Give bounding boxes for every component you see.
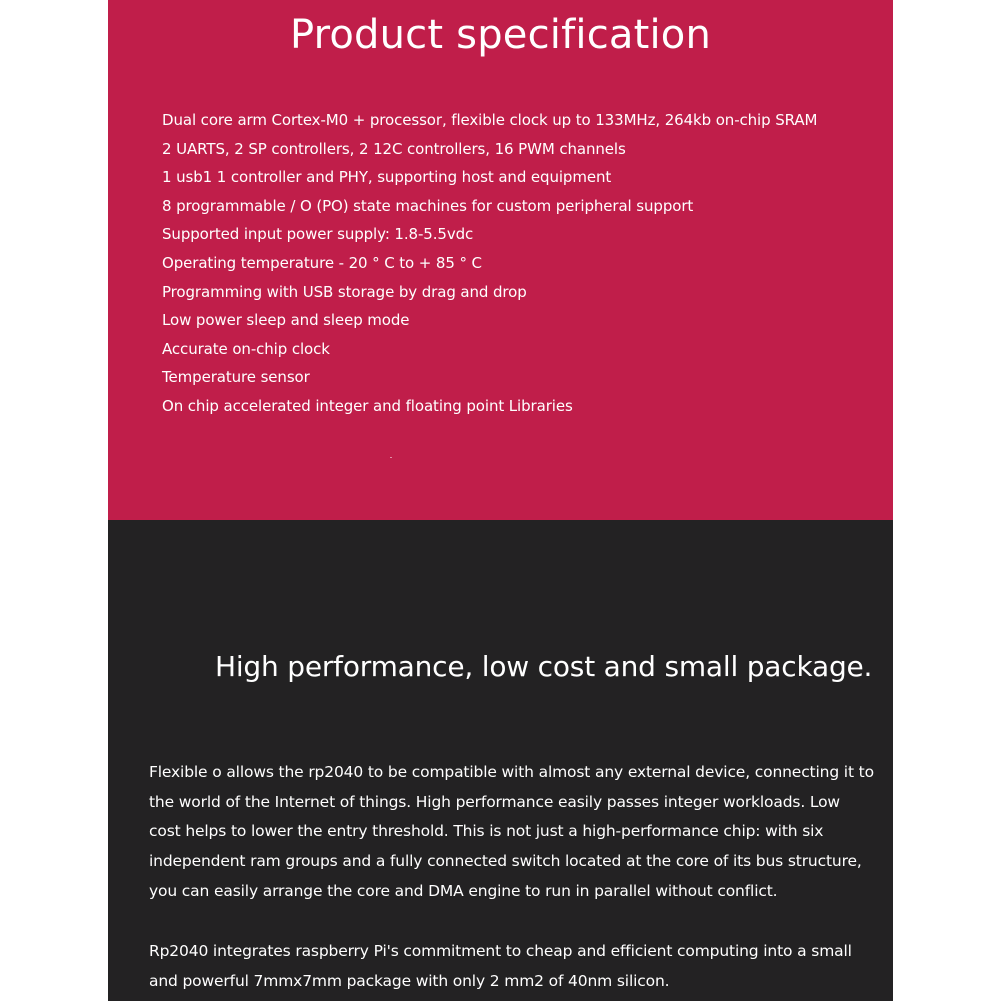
spec-item: Programming with USB storage by drag and drop — [162, 282, 527, 301]
spec-item: Accurate on-chip clock — [162, 339, 330, 358]
spec-item: Dual core arm Cortex-M0 + processor, flexible clock up to 133MHz, 264kb on-chip SRAM — [162, 111, 818, 129]
spec-title: Product specification — [289, 12, 712, 58]
spec-list — [162, 106, 817, 421]
spec-item: Operating temperature - 20 ° C to + 85 ° C — [162, 253, 482, 272]
spec-item: 1 usb1 1 controller and PHY, supporting host and equipment — [162, 168, 612, 187]
performance-panel — [108, 520, 893, 1001]
spec-item: On chip accelerated integer and floating point Libraries — [162, 396, 573, 415]
spec-item: Temperature sensor — [162, 368, 310, 387]
spec-item: Low power sleep and sleep mode — [162, 311, 410, 330]
decorative-dot — [390, 457, 392, 458]
performance-paragraph: Rp2040 integrates raspberry Pi's commitment to cheap and efficient computing into a small and powerful 7mmx7mm package with only 2 mm2 of 40nm silicon. — [149, 942, 852, 990]
performance-paragraph: Flexible o allows the rp2040 to be compatible with almost any external device, connecting it to the world of the Internet of things. High performance easily passes integer workloads. Low cost helps to lower the entry threshold. This is not just a high-performance chip: with six independent ram groups and a fully connected switch located at the core of its bus structure, you can easily arrange the core and DMA engine to run in parallel without conflict. — [149, 763, 874, 900]
performance-title: High performance, low cost and small package. — [215, 650, 873, 683]
spec-item: 8 programmable / O (PO) state machines for custom peripheral support — [162, 196, 694, 215]
product-specification-panel — [108, 0, 893, 520]
spec-item: Supported input power supply: 1.8-5.5vdc — [162, 225, 474, 244]
spec-item: 2 UARTS, 2 SP controllers, 2 12C controllers, 16 PWM channels — [162, 139, 626, 158]
